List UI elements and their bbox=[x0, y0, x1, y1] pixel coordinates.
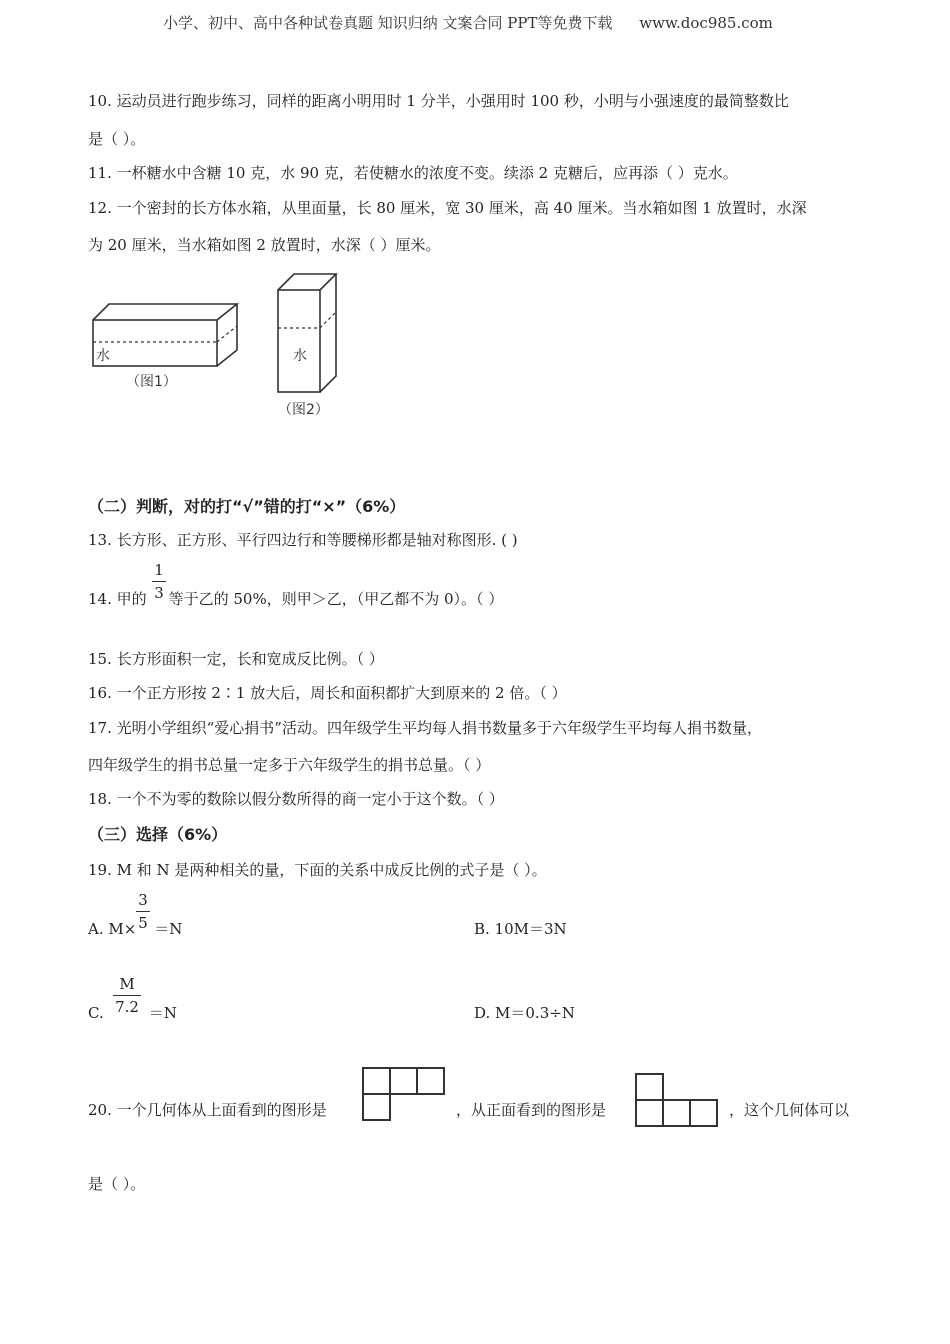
section-3-title: （三）选择（6%） bbox=[88, 825, 228, 844]
q14-suffix: 等于乙的 50%，则甲＞乙，（甲乙都不为 0）。（ ） bbox=[168, 590, 504, 608]
water-label-1: 水 bbox=[96, 348, 110, 364]
question-17-line1: 17. 光明小学组织“爱心捐书”活动。四年级学生平均每人捐书数量多于六年级学生平均每人捐书数量， bbox=[88, 719, 762, 737]
figure-2-tank bbox=[272, 270, 344, 422]
option-a-prefix: A. M× bbox=[88, 920, 137, 938]
question-20-line2: 是（ ）。 bbox=[88, 1175, 146, 1193]
option-a-denominator: 5 bbox=[138, 914, 148, 932]
question-10-line2: 是（ ）。 bbox=[88, 130, 146, 148]
page-header bbox=[163, 12, 773, 33]
section-2-title: （二）判断，对的打“√”错的打“×”（6%） bbox=[88, 497, 406, 516]
fig2-caption: （图2） bbox=[278, 402, 329, 418]
header-text: 小学、初中、高中各种试卷真题 知识归纳 文案合同 PPT等免费下载 bbox=[163, 14, 613, 32]
question-20-suffix: ，这个几何体可以 bbox=[729, 1101, 850, 1119]
question-11: 11. 一杯糖水中含糖 10 克，水 90 克，若使糖水的浓度不变。续添 2 克糖后，应再添（ ）克水。 bbox=[88, 164, 738, 182]
option-a-fraction bbox=[136, 890, 150, 933]
option-d: D. M＝0.3÷N bbox=[474, 1004, 575, 1022]
figure-1-tank bbox=[88, 298, 248, 394]
top-view-figure bbox=[361, 1066, 447, 1124]
option-c-suffix: ＝N bbox=[148, 1004, 177, 1022]
header-url[interactable]: www.doc985.com bbox=[639, 14, 773, 32]
question-12-line2: 为 20 厘米，当水箱如图 2 放置时，水深（ ）厘米。 bbox=[88, 236, 441, 254]
question-20-mid: ，从正面看到的图形是 bbox=[456, 1101, 607, 1119]
water-label-2: 水 bbox=[293, 348, 307, 364]
question-15: 15. 长方形面积一定，长和宽成反比例。（ ） bbox=[88, 650, 384, 668]
option-c-denominator: 7.2 bbox=[115, 998, 139, 1016]
q14-prefix: 14. 甲的 bbox=[88, 590, 147, 608]
question-18: 18. 一个不为零的数除以假分数所得的商一定小于这个数。（ ） bbox=[88, 790, 504, 808]
option-a-numerator: 3 bbox=[138, 891, 148, 909]
option-a-suffix: ＝N bbox=[154, 920, 183, 938]
question-14 bbox=[88, 588, 503, 609]
option-c-numerator: M bbox=[119, 975, 135, 993]
question-20-prefix: 20. 一个几何体从上面看到的图形是 bbox=[88, 1101, 327, 1119]
fraction-bar bbox=[113, 995, 141, 996]
question-17-line2: 四年级学生的捐书总量一定多于六年级学生的捐书总量。（ ） bbox=[88, 756, 491, 774]
fig1-caption: （图1） bbox=[126, 374, 177, 390]
option-c-prefix: C. bbox=[88, 1004, 104, 1022]
front-view-figure bbox=[634, 1072, 720, 1130]
q14-fraction bbox=[152, 560, 166, 603]
question-10-line1: 10. 运动员进行跑步练习，同样的距离小明用时 1 分半，小强用时 100 秒，小明与小强速度的最简整数比 bbox=[88, 92, 789, 110]
question-19: 19. M 和 N 是两种相关的量，下面的关系中成反比例的式子是（ ）。 bbox=[88, 861, 547, 879]
q14-fraction-denominator: 3 bbox=[154, 584, 164, 602]
q14-fraction-numerator: 1 bbox=[154, 561, 164, 579]
question-12-line1: 12. 一个密封的长方体水箱，从里面量，长 80 厘米，宽 30 厘米，高 40 厘米。当水箱如图 1 放置时，水深 bbox=[88, 199, 807, 217]
option-c-fraction bbox=[113, 974, 141, 1017]
option-b: B. 10M＝3N bbox=[474, 920, 567, 938]
question-13: 13. 长方形、正方形、平行四边行和等腰梯形都是轴对称图形. ( ) bbox=[88, 531, 518, 549]
fraction-bar bbox=[136, 911, 150, 912]
fraction-bar bbox=[152, 581, 166, 582]
question-16: 16. 一个正方形按 2∶1 放大后，周长和面积都扩大到原来的 2 倍。（ ） bbox=[88, 684, 567, 702]
